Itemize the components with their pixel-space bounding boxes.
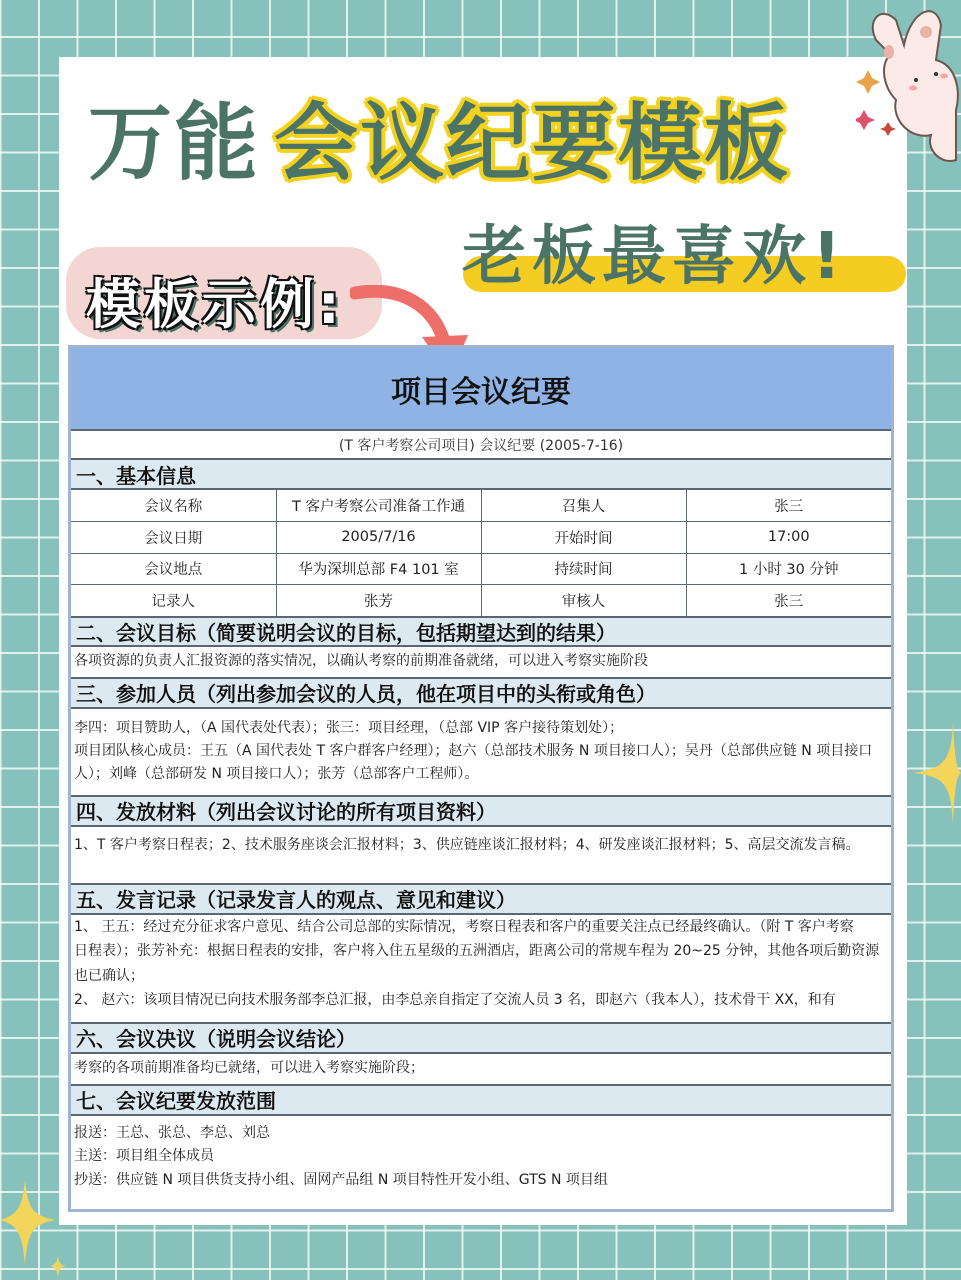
section-objective-heading: 二、会议目标（简要说明会议的目标，包括期望达到的结果） xyxy=(71,617,891,647)
section-basic-info-heading: 一、基本信息 xyxy=(71,460,891,490)
table-cell: 会议地点 xyxy=(71,553,276,585)
speech-line: 1、 王五：经过充分征求客户意见、结合公司总部的实际情况，考察日程表和客户的重要关注点已经最终确认。（附 T 客户考察 xyxy=(74,918,854,935)
sparkle-icon xyxy=(913,718,961,828)
table-cell: 17:00 xyxy=(686,522,891,554)
example-label: 模板示例: xyxy=(86,273,344,336)
table-cell: 会议名称 xyxy=(71,490,276,522)
section-materials-text: 1、T 客户考察日程表；2、技术服务座谈会汇报材料；3、供应链座谈汇报材料；4、研发座谈汇报材料；5、高层交流发言稿。 xyxy=(71,827,891,885)
table-cell: T 客户考察公司准备工作通 xyxy=(276,490,481,522)
title-prefix: 万能 xyxy=(88,93,261,192)
table-cell: 张三 xyxy=(686,490,891,522)
document-subtitle: (T 客户考察公司项目) 会议纪要 (2005-7-16) xyxy=(71,431,891,460)
section-distribution-body xyxy=(71,1116,891,1195)
table-cell: 2005/7/16 xyxy=(276,522,481,554)
section-attendees-heading: 三、参加人员（列出参加会议的人员，他在项目中的头衔或角色） xyxy=(71,679,891,709)
table-row xyxy=(71,553,891,585)
section-materials-heading: 四、发放材料（列出会议讨论的所有项目资料） xyxy=(71,797,891,827)
section-resolution-text: 考察的各项前期准备均已就绪，可以进入考察实施阶段； xyxy=(71,1054,891,1086)
section-speeches-heading: 五、发言记录（记录发言人的观点、意见和建议） xyxy=(71,885,891,915)
section-distribution-heading: 七、会议纪要发放范围 xyxy=(71,1086,891,1116)
speech-line: 2、 赵六：该项目情况已向技术服务部李总汇报，由李总亲自指定了交流人员 3 名，即赵六（我本人），技术骨干 XX，和有 xyxy=(74,992,836,1008)
table-cell: 召集人 xyxy=(481,490,686,522)
title-highlight: 会议纪要模板 xyxy=(274,93,791,192)
table-cell: 华为深圳总部 F4 101 室 xyxy=(276,553,481,585)
distribution-line: 报送：王总、张总、李总、刘总 xyxy=(74,1124,270,1141)
table-cell: 会议日期 xyxy=(71,522,276,554)
table-cell: 持续时间 xyxy=(481,553,686,585)
meeting-minutes-document xyxy=(68,345,894,1212)
section-speeches-body xyxy=(71,915,891,1024)
document-title: 项目会议纪要 xyxy=(71,348,891,431)
basic-info-table xyxy=(71,490,891,617)
poster-title xyxy=(88,86,791,192)
bunny-sticker-icon xyxy=(856,0,961,165)
table-row xyxy=(71,522,891,554)
distribution-line: 主送：项目组全体成员 xyxy=(74,1148,214,1164)
section-objective-text: 各项资源的负责人汇报资源的落实情况，以确认考察的前期准备就绪，可以进入考察实施阶段 xyxy=(71,647,891,679)
table-cell: 记录人 xyxy=(71,585,276,617)
distribution-line: 抄送：供应链 N 项目供货支持小组、固网产品组 N 项目特性开发小组、GTS N 项目组 xyxy=(74,1171,608,1188)
attendees-line: 项目团队核心成员：王五（A 国代表处 T 客户群客户经理）；赵六（总部技术服务 N 项目接口人）；吴丹（总部供应链 N 项目接口人）；刘峰（总部研发 N 项目接口人）；张芳（总部客户工程师）。 xyxy=(74,742,873,782)
section-attendees-body xyxy=(71,709,891,797)
table-cell: 张三 xyxy=(686,585,891,617)
table-cell: 张芳 xyxy=(276,585,481,617)
sparkle-icon xyxy=(0,1170,70,1280)
table-cell: 开始时间 xyxy=(481,522,686,554)
table-row xyxy=(71,585,891,617)
table-row xyxy=(71,490,891,522)
section-resolution-heading: 六、会议决议（说明会议结论） xyxy=(71,1024,891,1054)
table-cell: 审核人 xyxy=(481,585,686,617)
attendees-line: 李四：项目赞助人，（A 国代表处代表）；张三：项目经理，（总部 VIP 客户接待策划处）； xyxy=(74,719,624,736)
speech-line: 日程表）；张芳补充：根据日程表的安排，客户将入住五星级的五洲酒店，距离公司的常规车程为 20~25 分钟，其他各项后勤资源也已确认； xyxy=(74,943,880,984)
poster-subtitle: 老板最喜欢! xyxy=(462,220,848,294)
table-cell: 1 小时 30 分钟 xyxy=(686,553,891,585)
